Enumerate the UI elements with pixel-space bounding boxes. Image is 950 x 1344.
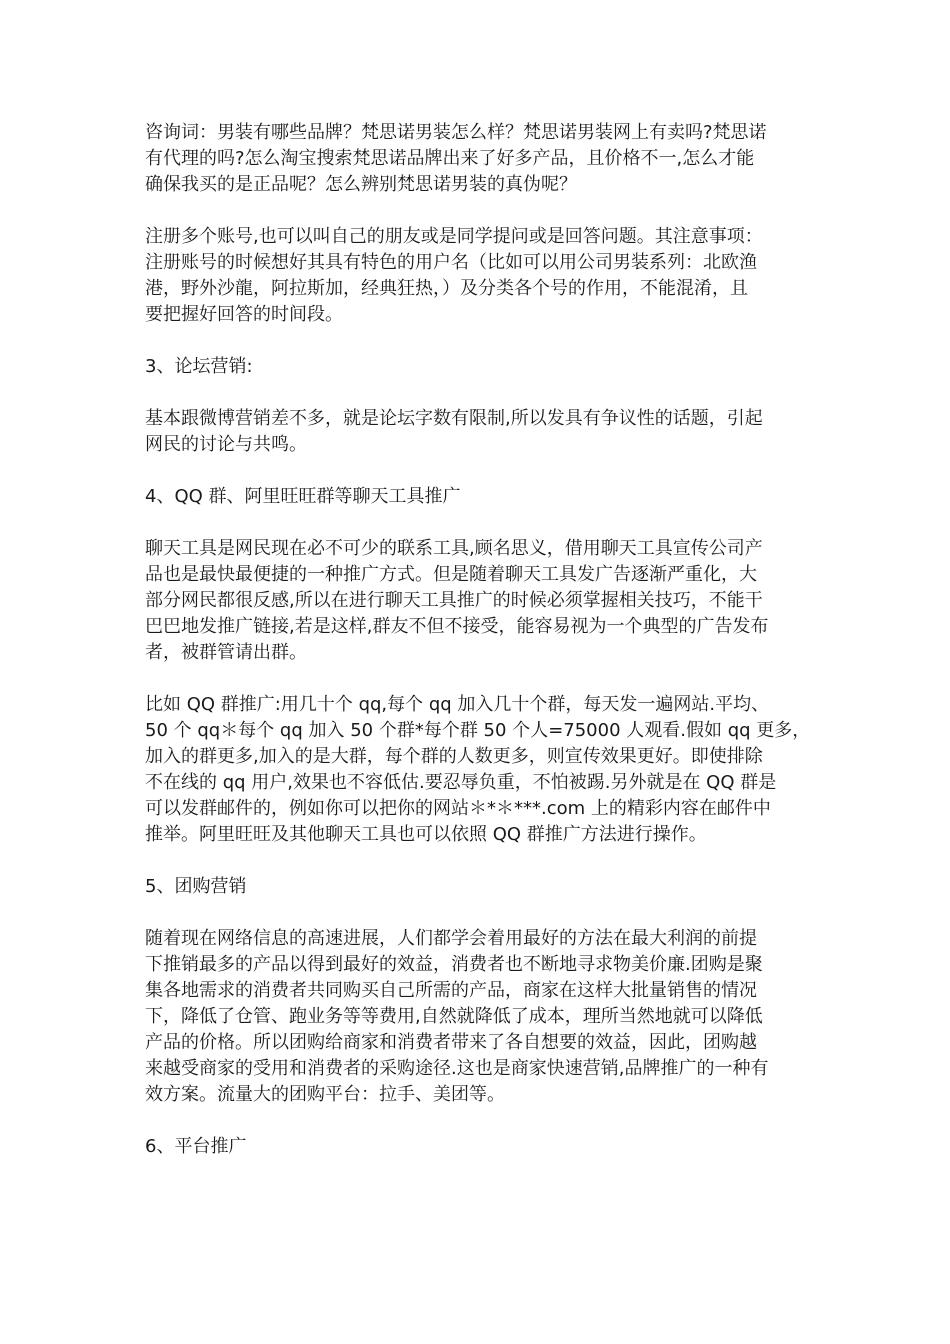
text-line: 者，被群管请出群。 [145,642,307,663]
text-line: 加入的群更多,加入的是大群，每个群的人数更多，则宣传效果更好。即使排除 [145,746,763,767]
heading-group-buying [145,874,825,900]
text-line: 产品的价格。所以团购给商家和消费者带来了各自想要的效益，因此，团购越 [145,1032,757,1053]
text-line: 网民的讨论与共鸣。 [145,434,307,455]
text-line: 有代理的吗?怎么淘宝搜索梵思诺品牌出来了好多产品，且价格不一,怎么才能 [145,148,755,169]
text-line: 巴巴地发推广链接,若是这样,群友不但不接受，能容易视为一个典型的广告发布 [145,616,769,637]
text-line: 推举。阿里旺旺及其他聊天工具也可以依照 QQ 群推广方法进行操作。 [145,824,707,845]
heading-forum-marketing [145,354,825,380]
text-line: 可以发群邮件的，例如你可以把你的网站＊*＊***.com 上的精彩内容在邮件中 [145,798,771,819]
text-line: 港，野外沙龍，阿拉斯加，经典狂热，）及分类各个号的作用，不能混淆，且 [145,278,748,299]
section-heading: 4、QQ 群、阿里旺旺群等聊天工具推广 [145,486,461,507]
text-line: 下，降低了仓管、跑业务等等费用,自然就降低了成本，理所当然地就可以降低 [145,1006,763,1027]
text-line: 随着现在网络信息的高速进展，人们都学会着用最好的方法在最大利润的前提 [145,928,757,949]
paragraph-group-buying [145,926,825,1108]
paragraph-consult-words [145,120,825,198]
text-line: 效方案。流量大的团购平台：拉手、美团等。 [145,1084,505,1105]
text-line: 来越受商家的受用和消费者的采购途径.这也是商家快速营销,品牌推广的一种有 [145,1058,769,1079]
section-heading: 3、论坛营销: [145,356,253,377]
text-line: 下推销最多的产品以得到最好的效益，消费者也不断地寻求物美价廉.团购是聚 [145,954,763,975]
text-line: 注册账号的时候想好其具有特色的用户名（比如可以用公司男装系列：北欧渔 [145,252,757,273]
paragraph-forum-marketing [145,406,825,458]
text-line: 品也是最快最便捷的一种推广方式。但是随着聊天工具发广告逐渐严重化，大 [145,564,757,585]
heading-platform-promotion [145,1134,825,1160]
document-page [145,120,825,1186]
paragraph-qq-group-example [145,692,825,848]
section-heading: 5、团购营销 [145,876,247,897]
text-line: 注册多个账号,也可以叫自己的朋友或是同学提问或是回答问题。其注意事项： [145,226,763,247]
text-line: 咨询词：男装有哪些品牌？梵思诺男装怎么样？梵思诺男装网上有卖吗?梵思诺 [145,122,767,143]
text-line: 比如 QQ 群推广:用几十个 qq,每个 qq 加入几十个群，每天发一遍网站.平均、 [145,694,770,715]
text-line: 集各地需求的消费者共同购买自己所需的产品，商家在这样大批量销售的情况 [145,980,757,1001]
section-heading: 6、平台推广 [145,1136,247,1157]
text-line: 聊天工具是网民现在必不可少的联系工具,顾名思义，借用聊天工具宣传公司产 [145,538,763,559]
paragraph-register-accounts [145,224,825,328]
text-line: 不在线的 qq 用户,效果也不容低估.要忍辱负重，不怕被踢.另外就是在 QQ 群是 [145,772,777,793]
text-line: 要把握好回答的时间段。 [145,304,343,325]
text-line: 基本跟微博营销差不多，就是论坛字数有限制,所以发具有争议性的话题，引起 [145,408,763,429]
text-line: 部分网民都很反感,所以在进行聊天工具推广的时候必须掌握相关技巧，不能干 [145,590,763,611]
text-line: 50 个 qq＊每个 qq 加入 50 个群*每个群 50 个人=75000 人观看.假如 qq 更多， [145,720,811,741]
heading-chat-tools [145,484,825,510]
paragraph-chat-tools [145,536,825,666]
text-line: 确保我买的是正品呢？怎么辨别梵思诺男装的真伪呢？ [145,174,577,195]
